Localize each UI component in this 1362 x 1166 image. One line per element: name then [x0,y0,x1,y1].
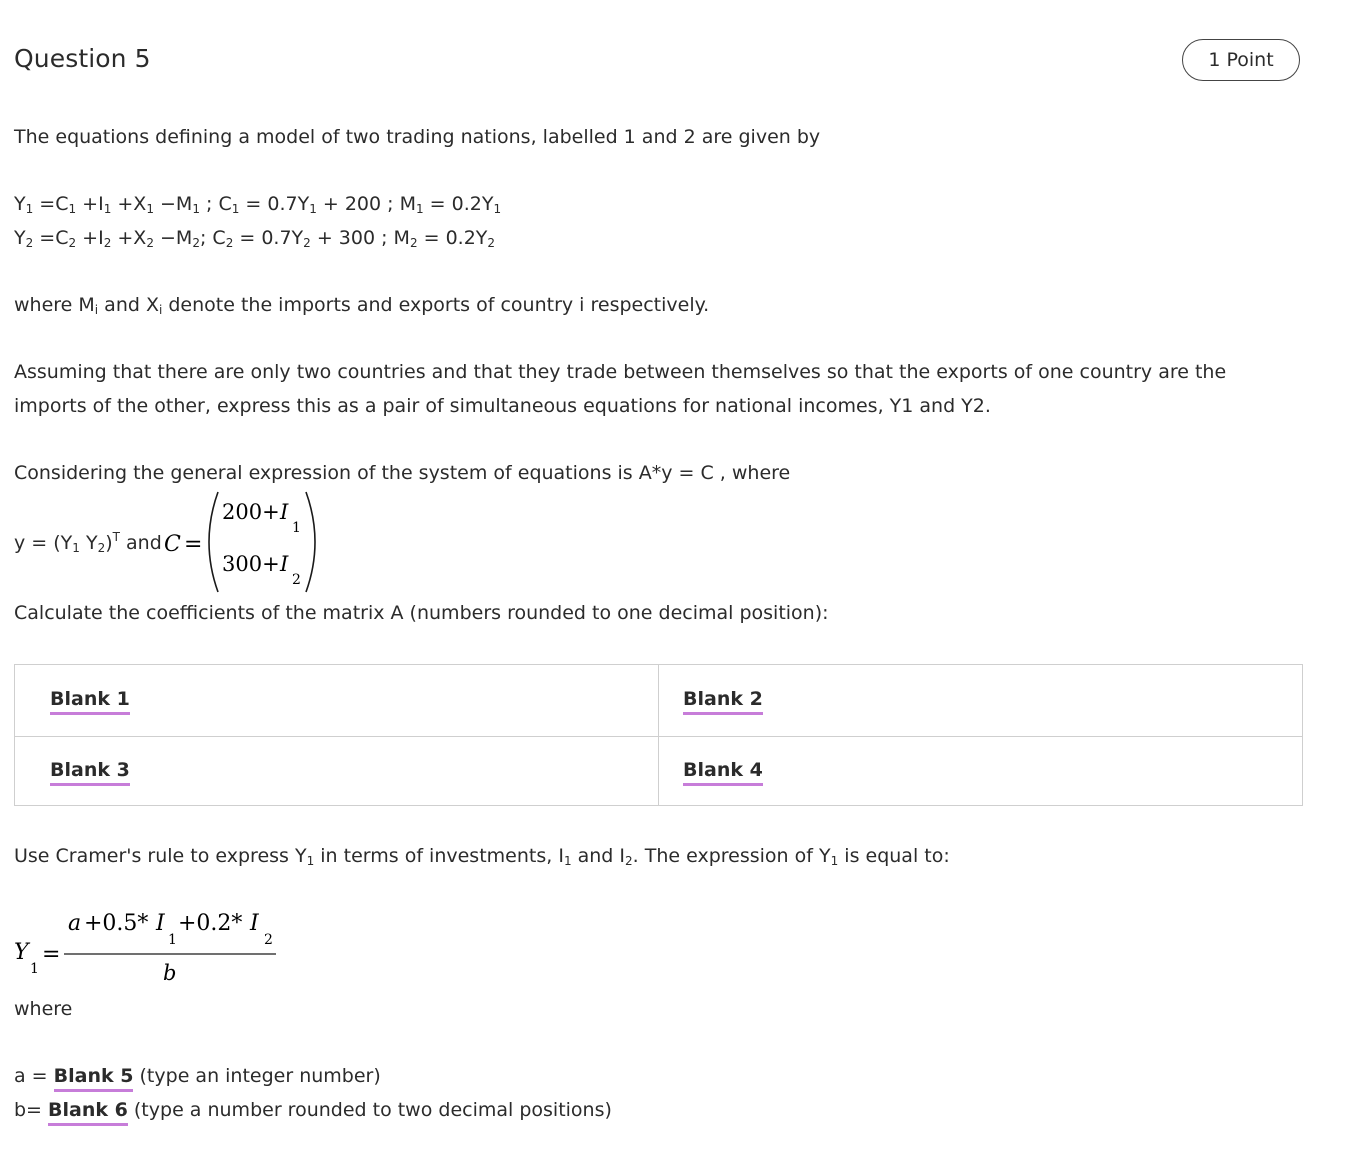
formula-num-mid: +0.5* [84,911,149,936]
formula-equals: = [42,942,61,967]
table-row [15,665,1302,735]
where-label: where [14,998,73,1020]
considering-text: Considering the general expression of the system of equations is A*y = C , where [14,462,791,484]
blank-1-dropdown[interactable]: Blank 1 [50,688,130,715]
formula-den: b [163,961,177,985]
matrix-c-label: C [164,532,181,557]
formula-num-a: a [68,911,82,936]
cramer-text: Use Cramer's rule to express $Y_1$ in terms of investments, $I_1$ and $I_2$. The expression of $Y_1$ is equal to: [14,845,950,868]
blank-5-input[interactable]: Blank 5 [54,1065,134,1092]
matrix-row2-sub: 2 [292,572,301,588]
blank-2-dropdown[interactable]: Blank 2 [683,688,763,715]
formula-num-sub2: 2 [264,932,273,948]
y1-formula [10,902,290,988]
assuming-text-line-1: Assuming that there are only two countries and that they trade between themselves so that the exports of one country are the [14,361,1227,383]
calculate-text: Calculate the coefficients of the matrix A (numbers rounded to one decimal position): [14,602,829,624]
formula-lhs: Y [14,940,29,965]
matrix-left-paren [209,492,218,592]
blank-4-dropdown[interactable]: Blank 4 [683,759,763,786]
answer-a-line: a = Blank 5 (type an integer number) [14,1065,381,1087]
answer-b-line: b= Blank 6 (type a number rounded to two decimal positions) [14,1099,612,1121]
formula-num-i1: I [156,911,165,936]
matrix-c-equals: = [184,532,203,557]
assuming-text-line-2: imports of the other, express this as a pair of simultaneous equations for national incomes, Y1 and Y2. [14,395,991,417]
intro-text: The equations defining a model of two trading nations, labelled 1 and 2 are given by [14,126,821,148]
formula-num-mid2: +0.2* [178,911,243,936]
where-definition-text: where $M_i$ and $X_i$ denote the imports and exports of country i respectively. [14,294,710,317]
points-badge: 1 Point [1182,39,1300,81]
matrix-row1-const: 200+ [222,500,280,524]
table-row [15,736,1302,807]
blanks-table [14,664,1303,806]
formula-num-i2: I [250,911,259,936]
blank-3-dropdown[interactable]: Blank 3 [50,759,130,786]
formula-lhs-sub: 1 [30,961,39,977]
question-title: Question 5 [14,44,151,73]
matrix-row2-const: 300+ [222,552,280,576]
equation-line-2: $Y_2 =C_2 +I_2 +X_2 -M_2$; $C_2 = 0.7Y_2 + 300$ ; $M_2 = 0.2Y_2$ [14,227,496,250]
matrix-c-equation [160,488,330,598]
formula-num-sub1: 1 [168,932,177,948]
equation-line-1: $Y_1 =C_1 +I_1 +X_1 -M_1$ ; $C_1 = 0.7Y_1 + 200$ ; $M_1 = 0.2Y_1$ [14,193,502,216]
matrix-row2-var: I [280,552,289,576]
y-definition-text: $y = (Y_1$ $Y_2)^T$ and [14,530,162,555]
matrix-right-paren [306,492,315,592]
matrix-row1-var: I [280,500,289,524]
blank-6-input[interactable]: Blank 6 [48,1099,128,1126]
matrix-row1-sub: 1 [292,520,301,536]
